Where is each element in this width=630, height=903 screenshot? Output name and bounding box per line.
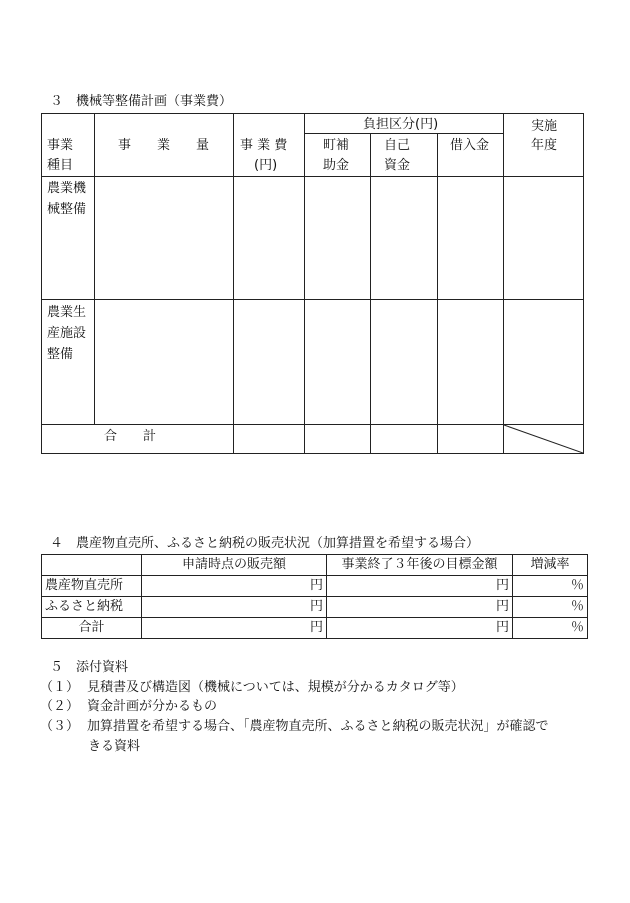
header-volume: 事 業 量 — [118, 138, 210, 153]
header-bottom-line — [41, 176, 583, 177]
header-year-line2: 年度 — [531, 138, 558, 153]
col-line-left — [41, 113, 42, 454]
row-label: 農産物直売所 — [42, 576, 142, 597]
row1-label-line2: 械整備 — [47, 202, 87, 217]
header-target-amount: 事業終了３年後の目標金額 — [327, 555, 513, 576]
row2-label-line3: 整備 — [47, 347, 74, 362]
attachment-item-3-continued: きる資料 — [88, 739, 141, 754]
change-rate-unit: ％ — [513, 597, 588, 618]
section5-title: ５ 添付資料 — [50, 660, 129, 675]
header-self-line1: 自己 — [384, 138, 411, 153]
change-rate-unit: ％ — [513, 618, 588, 639]
header-cost-line2: (円) — [254, 158, 278, 173]
header-type-line2: 種目 — [47, 158, 74, 173]
table-border-bottom — [41, 453, 583, 454]
attachment-item-1 — [40, 679, 464, 697]
row2-label-line2: 産施設 — [47, 326, 87, 341]
header-town-line2: 助金 — [323, 158, 350, 173]
item-number: （２） — [40, 699, 80, 714]
attachment-item-3 — [40, 718, 549, 736]
current-sales-unit: 円 — [142, 618, 327, 639]
col-line-town — [370, 133, 371, 454]
change-rate-unit: ％ — [513, 576, 588, 597]
current-sales-unit: 円 — [142, 597, 327, 618]
header-change-rate: 増減率 — [513, 555, 588, 576]
table-header-row — [42, 555, 588, 576]
attachment-item-2 — [40, 698, 217, 716]
header-cost-line1: 事 業 費 — [240, 138, 288, 153]
row2-label-line1: 農業生 — [47, 305, 87, 320]
item-number: （３） — [40, 719, 80, 734]
header-self-line2: 資金 — [384, 158, 411, 173]
row-divider-line — [41, 299, 583, 300]
diagonal-slash — [503, 424, 583, 454]
total-label: 合 計 — [104, 429, 157, 444]
header-type-line1: 事業 — [47, 138, 74, 153]
row1-label-line1: 農業機 — [47, 181, 87, 196]
item-text: 加算措置を希望する場合、「農産物直売所、ふるさと納税の販売状況」が確認で — [87, 719, 549, 734]
table-border-top — [41, 113, 583, 114]
col-line-cost — [304, 113, 305, 454]
header-blank — [42, 555, 142, 576]
row-label: 合計 — [42, 618, 142, 639]
target-amount-unit: 円 — [327, 618, 513, 639]
header-burden: 負担区分(円) — [363, 117, 439, 132]
table-row — [42, 576, 588, 597]
target-amount-unit: 円 — [327, 576, 513, 597]
header-current-sales: 申請時点の販売額 — [142, 555, 327, 576]
row-label: ふるさと納税 — [42, 597, 142, 618]
col-line-volume — [233, 113, 234, 454]
current-sales-unit: 円 — [142, 576, 327, 597]
section4-title: ４ 農産物直売所、ふるさと納税の販売状況（加算措置を希望する場合） — [50, 536, 480, 551]
sales-status-table — [41, 554, 588, 639]
col-line-self — [437, 133, 438, 454]
section3-title: ３ 機械等整備計画（事業費） — [50, 94, 233, 109]
item-text: 見積書及び構造図（機械については、規模が分かるカタログ等） — [87, 680, 464, 695]
header-town-line1: 町補 — [323, 138, 350, 153]
header-loan: 借入金 — [450, 138, 490, 153]
col-line-type — [94, 113, 95, 424]
header-year-line1: 実施 — [531, 119, 558, 134]
table-row — [42, 618, 588, 639]
item-text: 資金計画が分かるもの — [87, 699, 218, 714]
table-row — [42, 597, 588, 618]
item-number: （１） — [40, 680, 80, 695]
col-line-loan — [503, 113, 504, 454]
target-amount-unit: 円 — [327, 597, 513, 618]
col-line-right — [583, 113, 584, 454]
